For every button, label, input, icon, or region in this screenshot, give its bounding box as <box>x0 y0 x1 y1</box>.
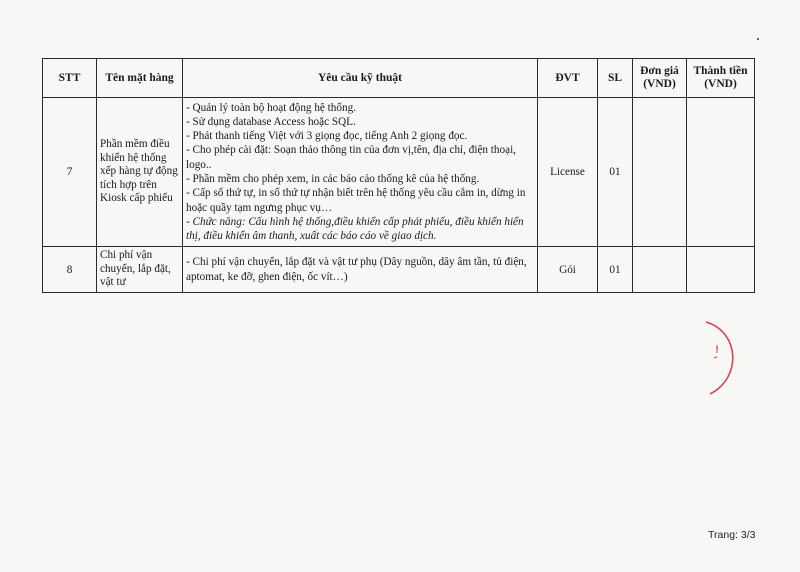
row-item-name: Chi phí vận chuyển, lắp đặt, vật tư <box>97 247 183 293</box>
row-unit: License <box>538 98 598 247</box>
requirement-line: - Phần mềm cho phép xem, in các báo cáo thống kê của hệ thống. <box>186 173 480 185</box>
specification-table <box>42 58 755 293</box>
requirement-line: - Phát thanh tiếng Việt với 3 giọng đọc, tiếng Anh 2 giọng đọc. <box>186 130 468 143</box>
requirement-line: - Cấp số thứ tự, in số thứ tự nhận biết trên hệ thống yêu cầu cắm in, dừng in hoặc quầy tạm ngưng phục vụ… <box>186 187 526 214</box>
header-unit-price: Đơn giá (VND) <box>633 59 687 98</box>
row-total <box>687 98 755 247</box>
row-total <box>687 247 755 293</box>
header-total: Thành tiền (VND) <box>687 59 755 98</box>
row-stt: 8 <box>43 247 97 293</box>
row-quantity: 01 <box>598 247 633 293</box>
header-stt: STT <box>43 59 97 98</box>
header-unit: ĐVT <box>538 59 598 98</box>
row-unit-price <box>633 247 687 293</box>
requirement-line: - Quản lý toàn bộ hoạt động hệ thống. <box>186 101 356 114</box>
row-requirements <box>183 98 538 247</box>
page-number: Trang: 3/3 <box>708 529 756 541</box>
header-quantity: SL <box>598 59 633 98</box>
row-requirements <box>183 247 538 293</box>
requirement-line: - Cho phép cài đặt: Soạn thảo thông tin của đơn vị,tên, địa chỉ, điện thoại, logo.. <box>186 144 516 171</box>
row-unit-price <box>633 98 687 247</box>
row-stt: 7 <box>43 98 97 247</box>
table-header-row <box>43 59 755 98</box>
header-item-name: Tên mặt hàng <box>97 59 183 98</box>
table-row <box>43 247 755 293</box>
row-unit: Gói <box>538 247 598 293</box>
requirement-line: - Chức năng: Cấu hình hệ thống,điều khiển cấp phát phiếu, điều khiển hiển thị, điều khiển âm thanh, xuất các báo cáo về giao dịch. <box>186 215 524 243</box>
requirement-line: - Sử dụng database Access hoặc SQL. <box>186 115 356 128</box>
requirement-line: - Chi phí vận chuyển, lắp đặt và vật tư phụ (Dây nguồn, dây âm tần, tủ điện, aptomat, ke đỡ, ghen điện, ốc vít…) <box>186 256 527 283</box>
scan-speck <box>757 38 759 40</box>
row-quantity: 01 <box>598 98 633 247</box>
red-stamp-mark <box>700 318 742 398</box>
table-row <box>43 98 755 247</box>
row-item-name: Phần mềm điều khiển hệ thống xếp hàng tự động tích hợp trên Kiosk cấp phiếu <box>97 98 183 247</box>
header-requirements: Yêu cầu kỹ thuật <box>183 59 538 98</box>
